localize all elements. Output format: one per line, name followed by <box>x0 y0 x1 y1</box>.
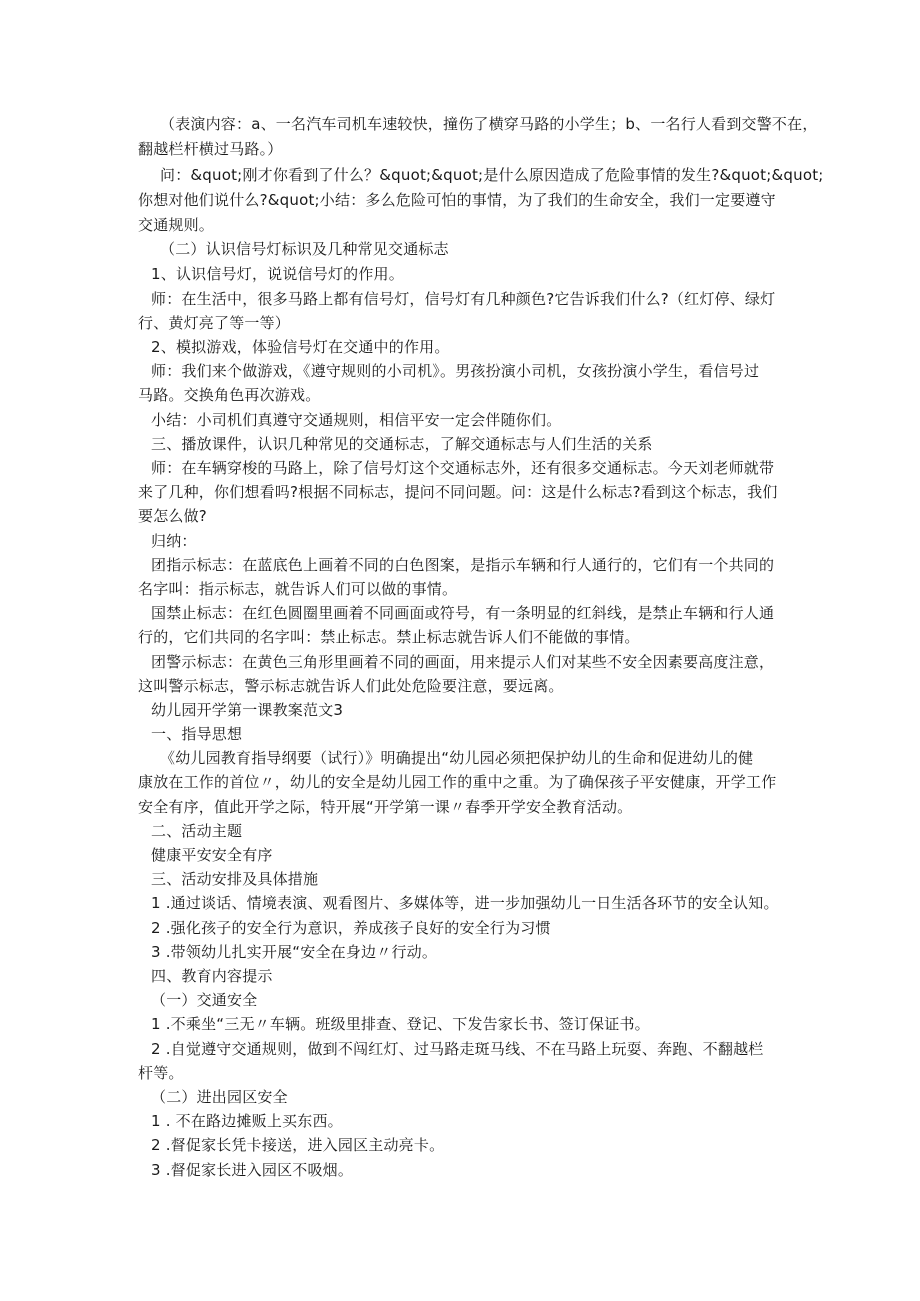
text-line: 康放在工作的首位〃，幼儿的安全是幼儿园工作的重中之重。为了确保孩子平安健康，开学工作 <box>138 773 777 791</box>
text-line: 团警示标志：在黄色三角形里画着不同的画面，用来提示人们对某些不安全因素要高度注意， <box>151 653 775 671</box>
section-heading: （一）交通安全 <box>151 991 258 1009</box>
text-line: 翻越栏杆横过马路。） <box>138 140 283 158</box>
list-item: 2 .自觉遵守交通规则，做到不闯红灯、过马路走斑马线、不在马路上玩耍、奔跑、不翻越栏 <box>151 1040 764 1058</box>
section-heading: 二、活动主题 <box>151 822 243 840</box>
text-line: 交通规则。 <box>138 216 215 234</box>
section-heading: 一、指导思想 <box>151 725 243 743</box>
text-line: 要怎么做? <box>138 507 207 525</box>
list-item: 3 .督促家长进入园区不吸烟。 <box>151 1161 354 1179</box>
text-line: 小结：小司机们真遵守交通规则，相信平安一定会伴随你们。 <box>151 411 562 429</box>
text-line: 《幼儿园教育指导纲要（试行）》明确提出“幼儿园必须把保护幼儿的生命和促进幼儿的健 <box>160 749 754 767</box>
text-line: 团指示标志：在蓝底色上画着不同的白色图案，是指示车辆和行人通行的，它们有一个共同的 <box>151 556 775 574</box>
text-line: 师：在车辆穿梭的马路上，除了信号灯这个交通标志外，还有很多交通标志。今天刘老师就带 <box>151 459 775 477</box>
list-item: 1 .通过谈话、情境表演、观看图片、多媒体等，进一步加强幼儿一日生活各环节的安全认知。 <box>151 894 779 912</box>
text-line: 来了几种，你们想看吗?根据不同标志，提问不同问题。问：这是什么标志?看到这个标志，我们 <box>138 483 778 501</box>
text-line: 归纳： <box>151 532 197 550</box>
text-line: 师：在生活中，很多马路上都有信号灯，信号灯有几种颜色?它告诉我们什么?（红灯停、绿灯 <box>151 290 776 308</box>
section-heading: 三、播放课件，认识几种常见的交通标志，了解交通标志与人们生活的关系 <box>151 435 653 453</box>
text-line: 行的，它们共同的名字叫：禁止标志。禁止标志就告诉人们不能做的事情。 <box>138 628 640 646</box>
text-line: 这叫警示标志，警示标志就告诉人们此处危险要注意，要远离。 <box>138 677 564 695</box>
text-line: 杆等。 <box>138 1064 184 1082</box>
text-line: 你想对他们说什么?&quot;小结：多么危险可怕的事情，为了我们的生命安全，我们一定要遵守 <box>138 191 776 209</box>
text-line: 健康平安安全有序 <box>151 846 273 864</box>
text-line: 国禁止标志：在红色圆圈里画着不同画面或符号，有一条明显的红斜线，是禁止车辆和行人通 <box>151 604 775 622</box>
text-line: 马路。交换角色再次游戏。 <box>138 386 321 404</box>
text-line: 1、认识信号灯，说说信号灯的作用。 <box>151 265 404 283</box>
list-item: 2 .督促家长凭卡接送，进入园区主动亮卡。 <box>151 1136 445 1154</box>
document-subtitle: 幼儿园开学第一课教案范文3 <box>151 701 344 719</box>
text-line: 安全有序，值此开学之际，特开展“开学第一课〃春季开学安全教育活动。 <box>138 798 633 816</box>
list-item: 1 .不乘坐“三无〃车辆。班级里排查、登记、下发告家长书、签订保证书。 <box>151 1015 650 1033</box>
list-item: 3 .带领幼儿扎实开展“安全在身边〃行动。 <box>151 943 438 961</box>
text-line: 2、模拟游戏，体验信号灯在交通中的作用。 <box>151 338 450 356</box>
text-line: （表演内容：a、一名汽车司机车速较快，撞伤了横穿马路的小学生；b、一名行人看到交警不在， <box>160 115 818 133</box>
section-heading: 三、活动安排及具体措施 <box>151 870 319 888</box>
section-heading: （二）认识信号灯标识及几种常见交通标志 <box>160 240 449 258</box>
list-item: 1 . 不在路边摊贩上买东西。 <box>151 1112 343 1130</box>
list-item: 2 .强化孩子的安全行为意识，养成孩子良好的安全行为习惯 <box>151 919 551 937</box>
section-heading: 四、教育内容提示 <box>151 967 273 985</box>
text-line: 行、黄灯亮了等一等） <box>138 314 291 332</box>
section-heading: （二）进出园区安全 <box>151 1088 288 1106</box>
text-line: 名字叫：指示标志，就告诉人们可以做的事情。 <box>138 580 458 598</box>
text-line: 问：&quot;刚才你看到了什么？&quot;&quot;是什么原因造成了危险事情的发生?&quot;&quot; <box>160 166 824 184</box>
text-line: 师：我们来个做游戏，《遵守规则的小司机》。男孩扮演小司机，女孩扮演小学生，看信号过 <box>151 362 760 380</box>
